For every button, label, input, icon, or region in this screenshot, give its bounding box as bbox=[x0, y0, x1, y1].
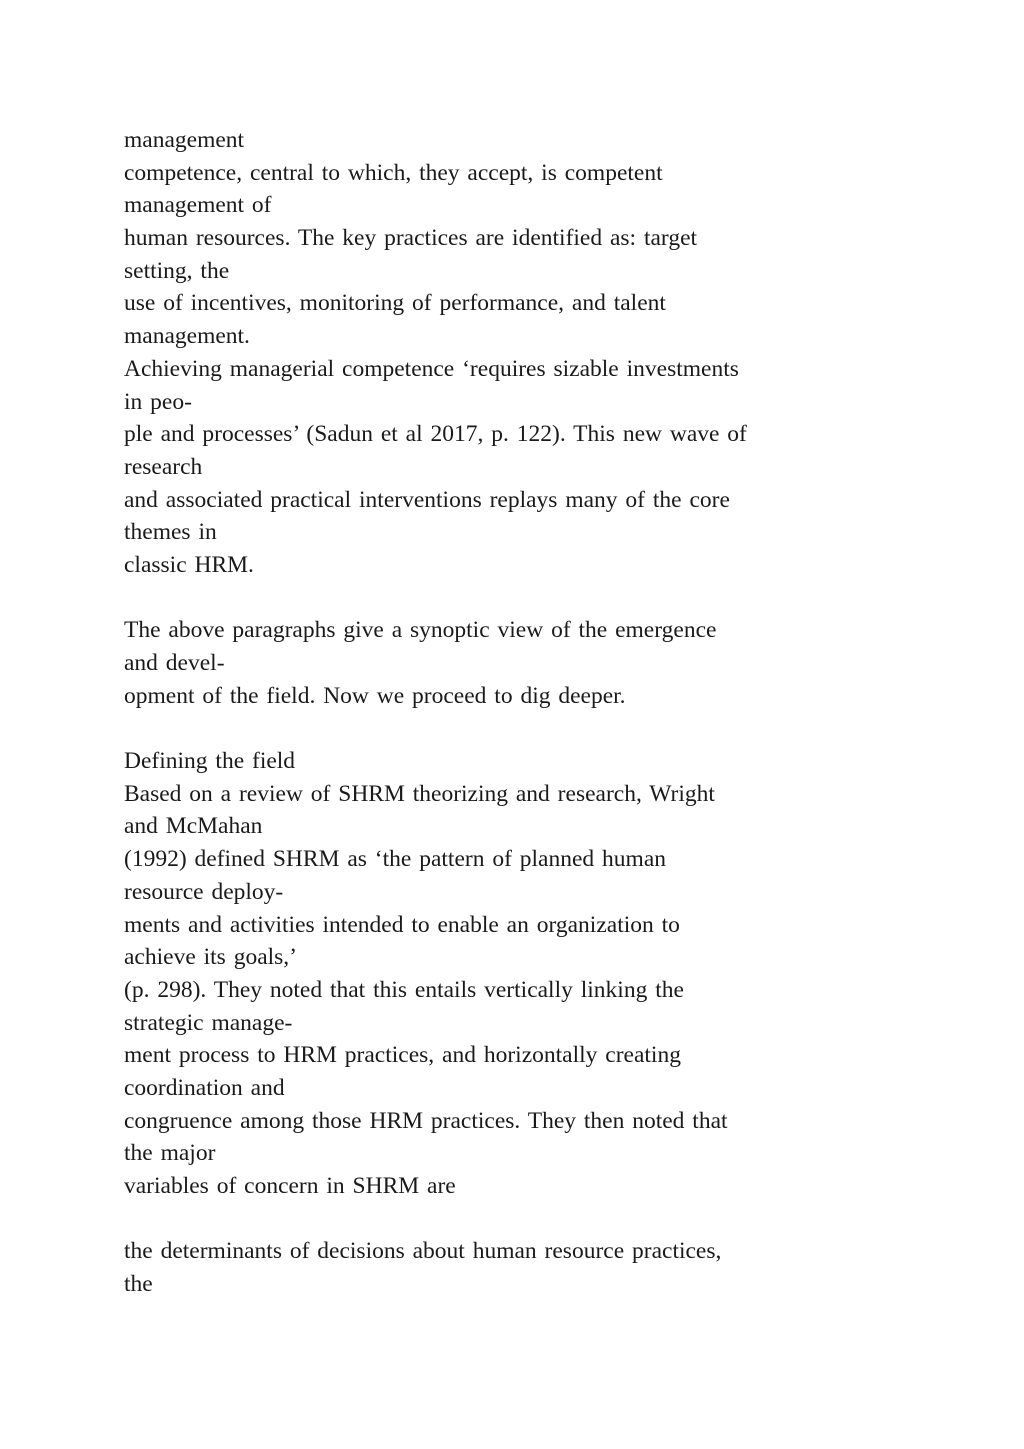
text-line: the major bbox=[124, 1140, 216, 1167]
text-line: (1992) defined SHRM as ‘the pattern of planned human bbox=[124, 846, 667, 873]
text-line: ments and activities intended to enable an organization to bbox=[124, 911, 680, 938]
text-line: ment process to HRM practices, and horizontally creating bbox=[124, 1042, 681, 1069]
paragraph-gap bbox=[124, 582, 944, 615]
text-line: (p. 298). They noted that this entails vertically linking the bbox=[124, 976, 684, 1003]
text-line: research bbox=[124, 453, 203, 480]
text-line: the bbox=[124, 1271, 153, 1298]
paragraph bbox=[124, 1235, 944, 1300]
section-heading: Defining the field bbox=[124, 748, 296, 775]
text-line: the determinants of decisions about human resource practices, bbox=[124, 1238, 722, 1265]
text-line: coordination and bbox=[124, 1074, 285, 1101]
text-line: use of incentives, monitoring of performance, and talent bbox=[124, 290, 666, 317]
text-line: resource deploy- bbox=[124, 878, 284, 905]
paragraph-gap bbox=[124, 1203, 944, 1236]
paragraph bbox=[124, 124, 944, 582]
text-line: The above paragraphs give a synoptic view of the emergence bbox=[124, 617, 717, 644]
text-line: ple and processes’ (Sadun et al 2017, p. 122). This new wave of bbox=[124, 421, 747, 448]
text-line: and associated practical interventions replays many of the core bbox=[124, 486, 730, 513]
text-line: and McMahan bbox=[124, 813, 263, 840]
text-line: setting, the bbox=[124, 257, 230, 284]
text-line: human resources. The key practices are identified as: target bbox=[124, 225, 698, 252]
text-line: Based on a review of SHRM theorizing and research, Wright bbox=[124, 780, 715, 807]
text-line: in peo- bbox=[124, 388, 192, 415]
text-line: management bbox=[124, 127, 245, 153]
text-line: themes in bbox=[124, 519, 217, 546]
text-line: management of bbox=[124, 192, 272, 219]
text-line: strategic manage- bbox=[124, 1009, 293, 1036]
text-line: competence, central to which, they accept, is competent bbox=[124, 159, 663, 186]
text-line: classic HRM. bbox=[124, 551, 254, 578]
text-line: congruence among those HRM practices. They then noted that bbox=[124, 1107, 728, 1134]
paragraph bbox=[124, 614, 944, 712]
text-line: management. bbox=[124, 323, 250, 350]
paragraph bbox=[124, 745, 944, 1203]
document-text bbox=[124, 124, 944, 1301]
text-line: opment of the field. Now we proceed to dig deeper. bbox=[124, 682, 626, 709]
text-line: and devel- bbox=[124, 650, 225, 676]
text-line: Achieving managerial competence ‘requires sizable investments bbox=[124, 355, 739, 382]
text-line: variables of concern in SHRM are bbox=[124, 1173, 456, 1199]
text-line: achieve its goals,’ bbox=[124, 944, 298, 971]
paragraph-gap bbox=[124, 712, 944, 745]
